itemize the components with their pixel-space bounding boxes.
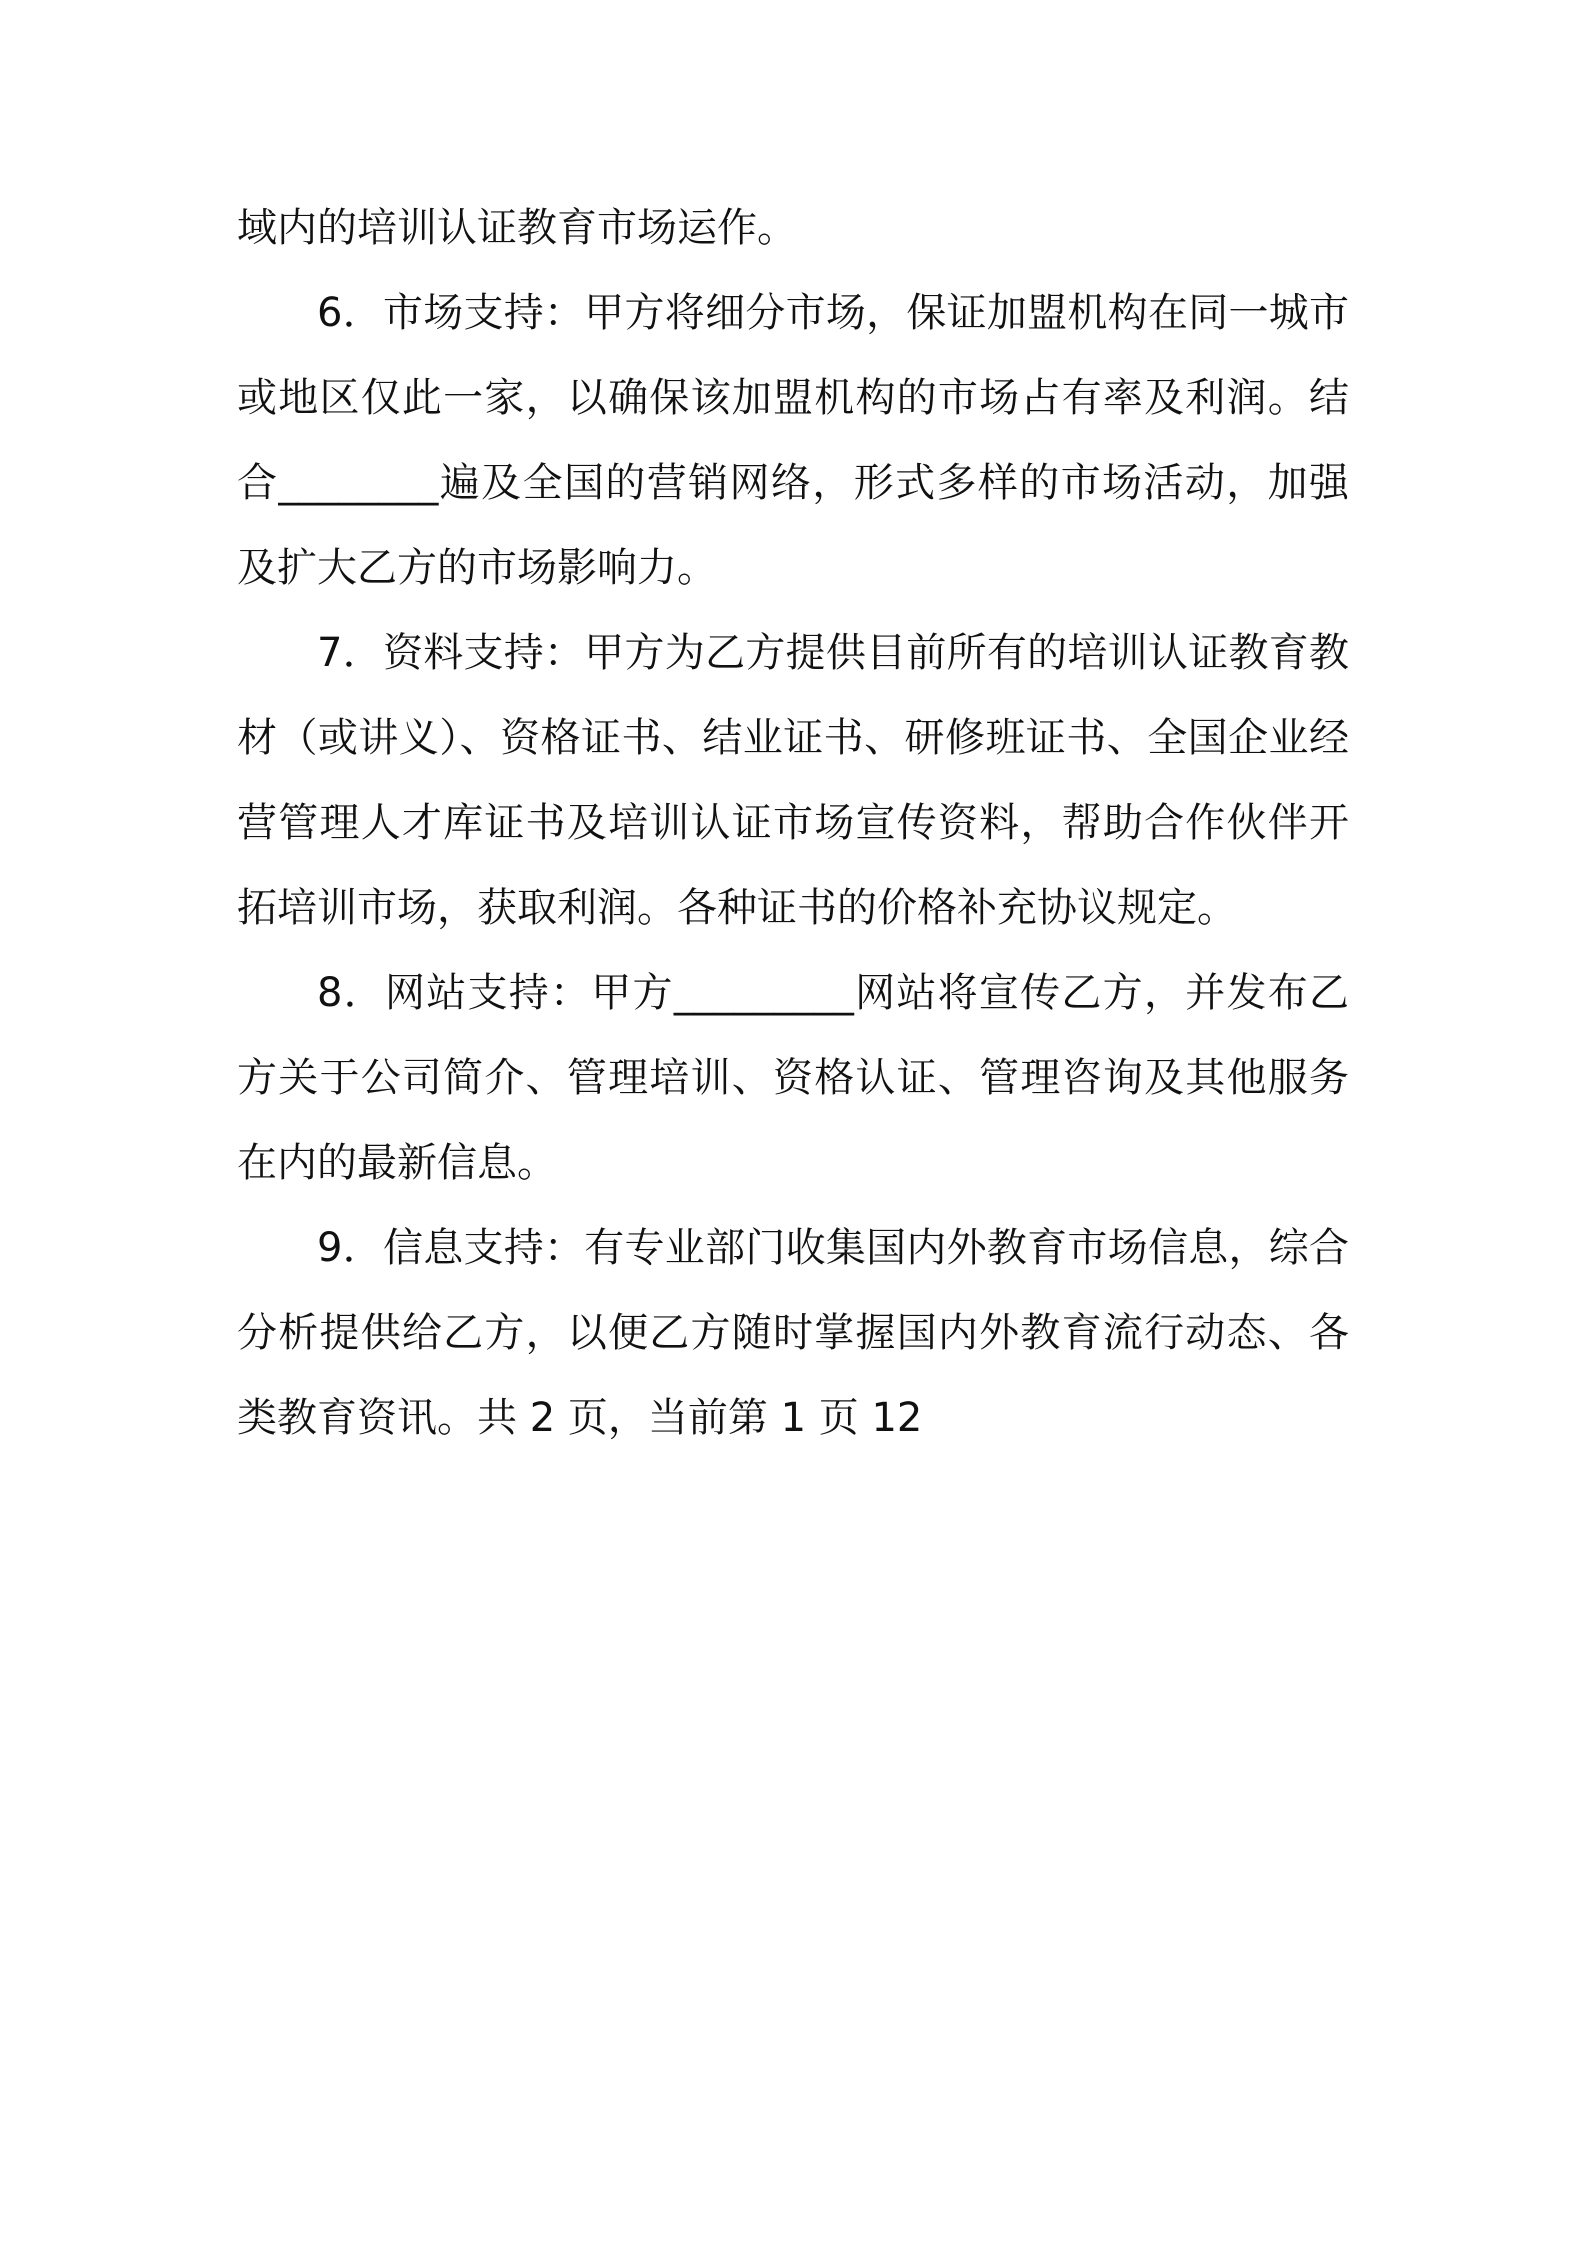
paragraph-continuation: 域内的培训认证教育市场运作。 — [237, 205, 797, 251]
paragraph-market-support: 6．市场支持：甲方将细分市场，保证加盟机构在同一城市或地区仅此一家，以确保该加盟机构的市场占有率及利润。结合________遍及全国的营销网络，形式多样的市场活动，加强及扩大乙方的市场影响力。 — [237, 290, 1349, 591]
paragraph-materials-support: 7．资料支持：甲方为乙方提供目前所有的培训认证教育教材（或讲义）、资格证书、结业证书、研修班证书、全国企业经营管理人才库证书及培训认证市场宣传资料，帮助合作伙伴开拓培训市场，获取利润。各种证书的价格补充协议规定。 — [237, 630, 1349, 931]
paragraph-information-support: 9．信息支持：有专业部门收集国内外教育市场信息，综合分析提供给乙方，以便乙方随时掌握国内外教育流行动态、各类教育资讯。共 2 页，当前第 1 页 12 — [237, 1225, 1349, 1441]
paragraph-website-support: 8．网站支持：甲方_________网站将宣传乙方，并发布乙方关于公司简介、管理培训、资格认证、管理咨询及其他服务在内的最新信息。 — [237, 970, 1349, 1186]
